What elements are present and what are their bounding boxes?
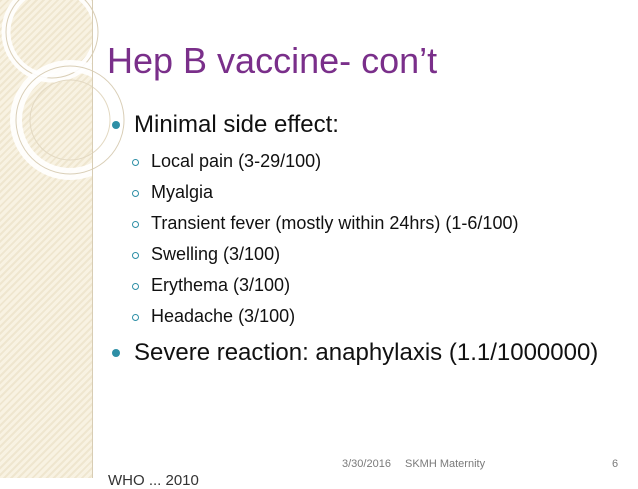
- sub-bullet-ring-icon: [132, 190, 139, 197]
- sub-bullet-ring-icon: [132, 252, 139, 259]
- footer-organization: SKMH Maternity: [405, 458, 486, 470]
- bullet-list: [112, 110, 612, 368]
- bullet-text: Severe reaction: anaphylaxis (1.1/1000000): [134, 339, 599, 366]
- bullet-text: Minimal side effect:: [134, 111, 339, 138]
- decorative-circles-graphic: [0, 0, 120, 260]
- sub-bullet-text: Transient fever (mostly within 24hrs) (1-6/100): [151, 213, 519, 233]
- band-divider-line: [92, 0, 93, 478]
- bullet-item: [112, 338, 612, 368]
- sub-bullet-text: Swelling (3/100): [151, 244, 281, 264]
- footer-date: 3/30/2016: [342, 458, 391, 470]
- sub-bullet-item: [112, 274, 612, 297]
- sub-bullet-item: [112, 212, 612, 235]
- cutoff-reference-text: WHO ... 2010: [108, 472, 199, 489]
- sub-bullet-item: [112, 181, 612, 204]
- sub-bullet-ring-icon: [132, 221, 139, 228]
- sub-bullet-text: Headache (3/100): [151, 306, 296, 326]
- sub-bullet-text: Local pain (3-29/100): [151, 151, 322, 171]
- bullet-item: [112, 110, 612, 140]
- sub-bullet-item: [112, 305, 612, 328]
- footer-page-number: 6: [612, 458, 619, 470]
- sub-bullet-ring-icon: [132, 283, 139, 290]
- sub-bullet-ring-icon: [132, 159, 139, 166]
- bullet-dot-icon: [112, 349, 120, 357]
- sub-bullet-item: [112, 243, 612, 266]
- sub-bullet-ring-icon: [132, 314, 139, 321]
- sub-bullet-item: [112, 150, 612, 173]
- slide-title: Hep B vaccine- con’t: [107, 40, 438, 81]
- sub-bullet-text: Myalgia: [151, 182, 214, 202]
- sub-bullet-text: Erythema (3/100): [151, 275, 291, 295]
- bullet-dot-icon: [112, 121, 120, 129]
